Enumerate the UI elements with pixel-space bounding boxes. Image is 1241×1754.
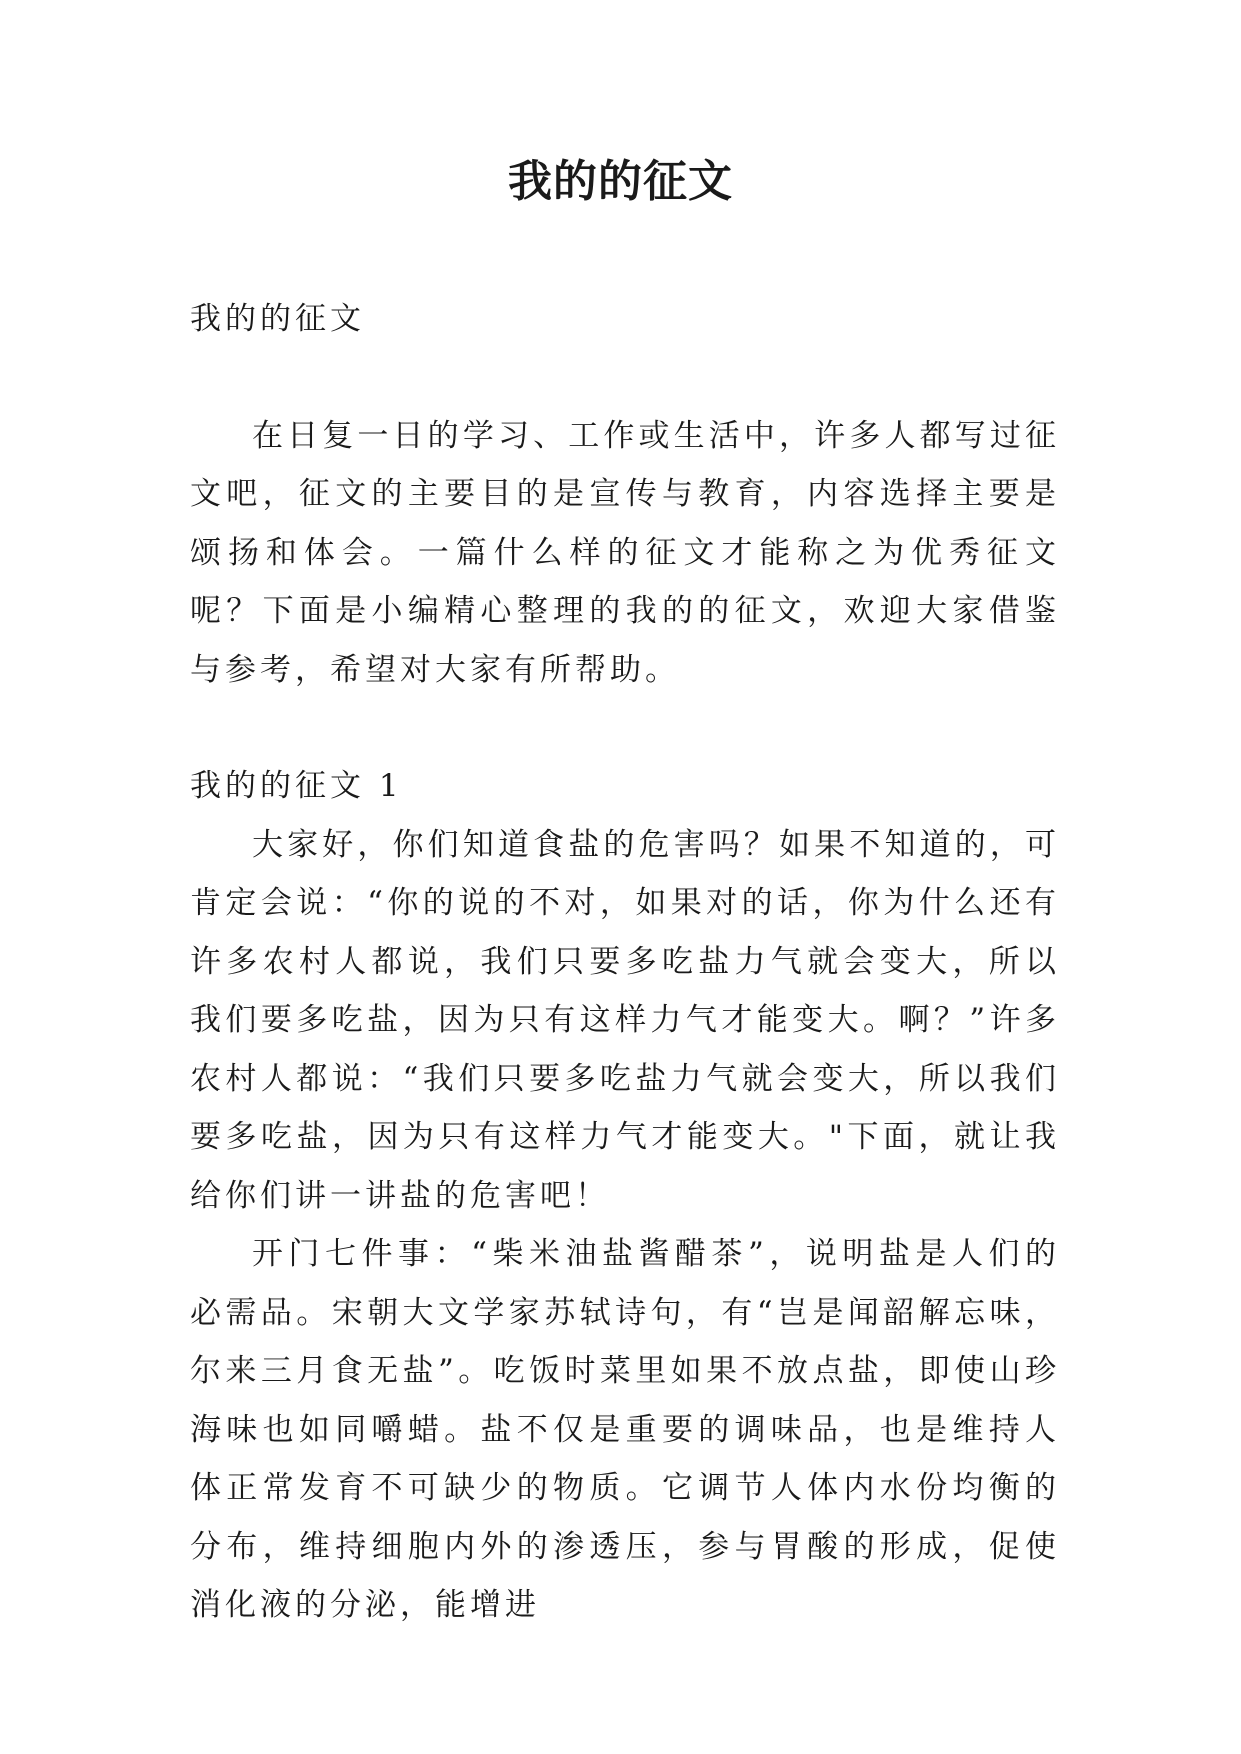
spacer (190, 349, 1060, 407)
section-heading: 我的的征文 1 (190, 768, 403, 804)
document-body (190, 290, 1060, 1635)
document-subtitle: 我的的征文 (190, 301, 365, 337)
document-title: 我的的征文 (508, 156, 733, 207)
body-paragraph: 大家好，你们知道食盐的危害吗？如果不知道的，可肯定会说：“你的说的不对，如果对的话，你为什么还有许多农村人都说，我们只要多吃盐力气就会变大，所以我们要多吃盐，因为只有这样力气才能变大。啊？”许多农村人都说：“我们只要多吃盐力气就会变大，所以我们要多吃盐，因为只有这样力气才能变大。"下面，就让我给你们讲一讲盐的危害吧！ (190, 826, 1060, 1214)
body-paragraph: 开门七件事：“柴米油盐酱醋茶”，说明盐是人们的必需品。宋朝大文学家苏轼诗句，有“岂是闻韶解忘味，尔来三月食无盐”。吃饭时菜里如果不放点盐，即使山珍海味也如同嚼蜡。盐不仅是重要的调味品，也是维持人体正常发育不可缺少的物质。它调节人体内水份均衡的分布，维持细胞内外的渗透压，参与胃酸的形成，促使消化液的分泌，能增进 (190, 1236, 1060, 1623)
spacer (190, 699, 1060, 757)
intro-paragraph: 在日复一日的学习、工作或生活中，许多人都写过征文吧，征文的主要目的是宣传与教育，内容选择主要是颂扬和体会。一篇什么样的征文才能称之为优秀征文呢？下面是小编精心整理的我的的征文，欢迎大家借鉴与参考，希望对大家有所帮助。 (190, 417, 1060, 688)
